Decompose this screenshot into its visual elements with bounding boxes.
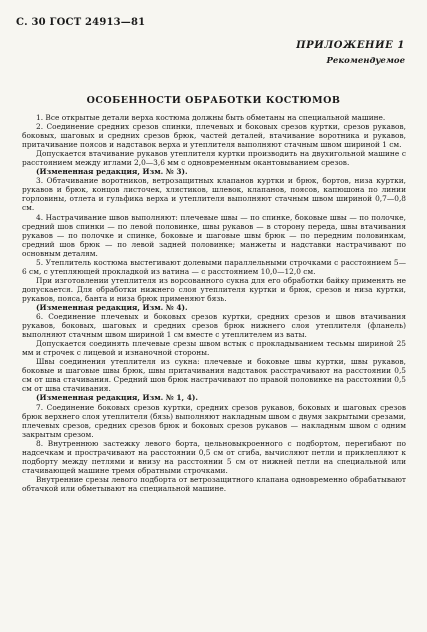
document-body	[22, 113, 406, 493]
edition-note: (Измененная редакция, Изм. № 4).	[36, 302, 188, 312]
paragraph: Швы соединения утеплителя из сукна: плечевые и боковые швы куртки, швы рукавов, боковые и шаговые швы брюк, швы притачивания надставок расстрачивают на расстоянии 0,5 см от шва стачивания. Средний шов брюк настрачивают по правой половинке на расстоянии 0,5 см от шва стачивания.	[22, 357, 406, 394]
section-title: ОСОБЕННОСТИ ОБРАБОТКИ КОСТЮМОВ	[86, 95, 341, 106]
paragraph: 2. Соединение средних срезов спинки, плечевых и боковых срезов куртки, срезов рукавов, боковых, шаговых и средних срезов брюк, частей деталей, втачивание воротника и рукавов, притачивание поясов и надставок верха и утеплителя выполняют стачным швом шириной 1 см.	[22, 122, 406, 150]
appendix-label: ПРИЛОЖЕНИЕ 1	[296, 40, 405, 51]
paragraph: 4. Настрачивание швов выполняют: плечевые швы — по спинке, боковые швы — по полочке, средний шов спинки — по левой половинке, швы рукавов — в сторону переда, швы втачивания рукавов — по полочке и спинке, боковые и шаговые швы брюк — по передним половинкам, средний шов брюк — по левой задней половинке; манжеты и надставки настрачивают по основным деталям.	[22, 212, 406, 258]
paragraph: 7. Соединение боковых срезов куртки, средних срезов рукавов, боковых и шаговых срезов брюк верхнего слоя утеплителя (бязь) выполняют накладным швом с двумя закрытыми срезами, плечевых срезов, средних срезов брюк и боковых срезов рукавов — накладным швом с одним закрытым срезом.	[22, 402, 406, 439]
paragraph: Внутренние срезы левого подборта от ветрозащитного клапана одновременно обрабатывают обтачкой или обметывают на специальной машине.	[22, 474, 406, 493]
edition-note: (Измененная редакция, Изм. № 3).	[36, 167, 188, 177]
paragraph: 5. Утеплитель костюма выстегивают долевыми параллельными строчками с расстоянием 5—6 см, с утепляющей прокладкой из ватина — с расстоянием 10,0—12,0 см.	[22, 257, 406, 276]
paragraph: 3. Обтачивание воротников, ветрозащитных клапанов куртки и брюк, бортов, низа куртки, рукавов и брюк, концов листочек, хлястиков, шлевок, клапанов, поясов, капюшона по линии горловины, отлета и гульфика верха и утеплителя выполняют стачным швом шириной 0,7—0,8 см.	[22, 176, 406, 213]
paragraph: 8. Внутреннюю застежку левого борта, цельновыкроенного с подбортом, перегибают по надсечкам и прострачивают на расстоянии 0,5 см от сгиба, вычисляют петли и приклепляют к подборту между петлями и внизу на расстоянии 5 см от нижней петли на специальной или стачивающей машине тремя обратными строчками.	[22, 438, 406, 475]
page-header: С. 30 ГОСТ 24913—81	[16, 17, 146, 28]
paragraph: Допускается втачивание рукавов утеплителя куртки производить на двухигольной машине с расстоянием между иглами 2,0—3,6 мм с одновременным окантовыванием срезов.	[22, 149, 406, 168]
paragraph: 1. Все открытые детали верха костюма должны быть обметаны на специальной машине.	[36, 113, 386, 122]
paragraph: Допускается соединять плечевые срезы швом встык с прокладыванием тесьмы шириной 25 мм и строчек с лицевой и изнаночной стороны.	[22, 339, 406, 358]
paragraph: При изготовлении утеплителя из ворсованного сукна для его обработки байку применять не допускается. Для обработки нижнего слоя утеплителя куртки и брюк, срезов и низа куртки, рукавов, пояса, банта и низа брюк применяют бязь.	[22, 275, 406, 303]
appendix-status: Рекомендуемое	[326, 56, 405, 66]
edition-note: (Измененная редакция, Изм. № 1, 4).	[36, 393, 198, 403]
paragraph: 6. Соединение плечевых и боковых срезов куртки, средних срезов и швов втачивания рукавов, боковых, шаговых и средних срезов брюк нижнего слоя утеплителя (фланель) выполняют стачным швом шириной 1 см вместе с утеплителем из ваты.	[22, 312, 406, 340]
